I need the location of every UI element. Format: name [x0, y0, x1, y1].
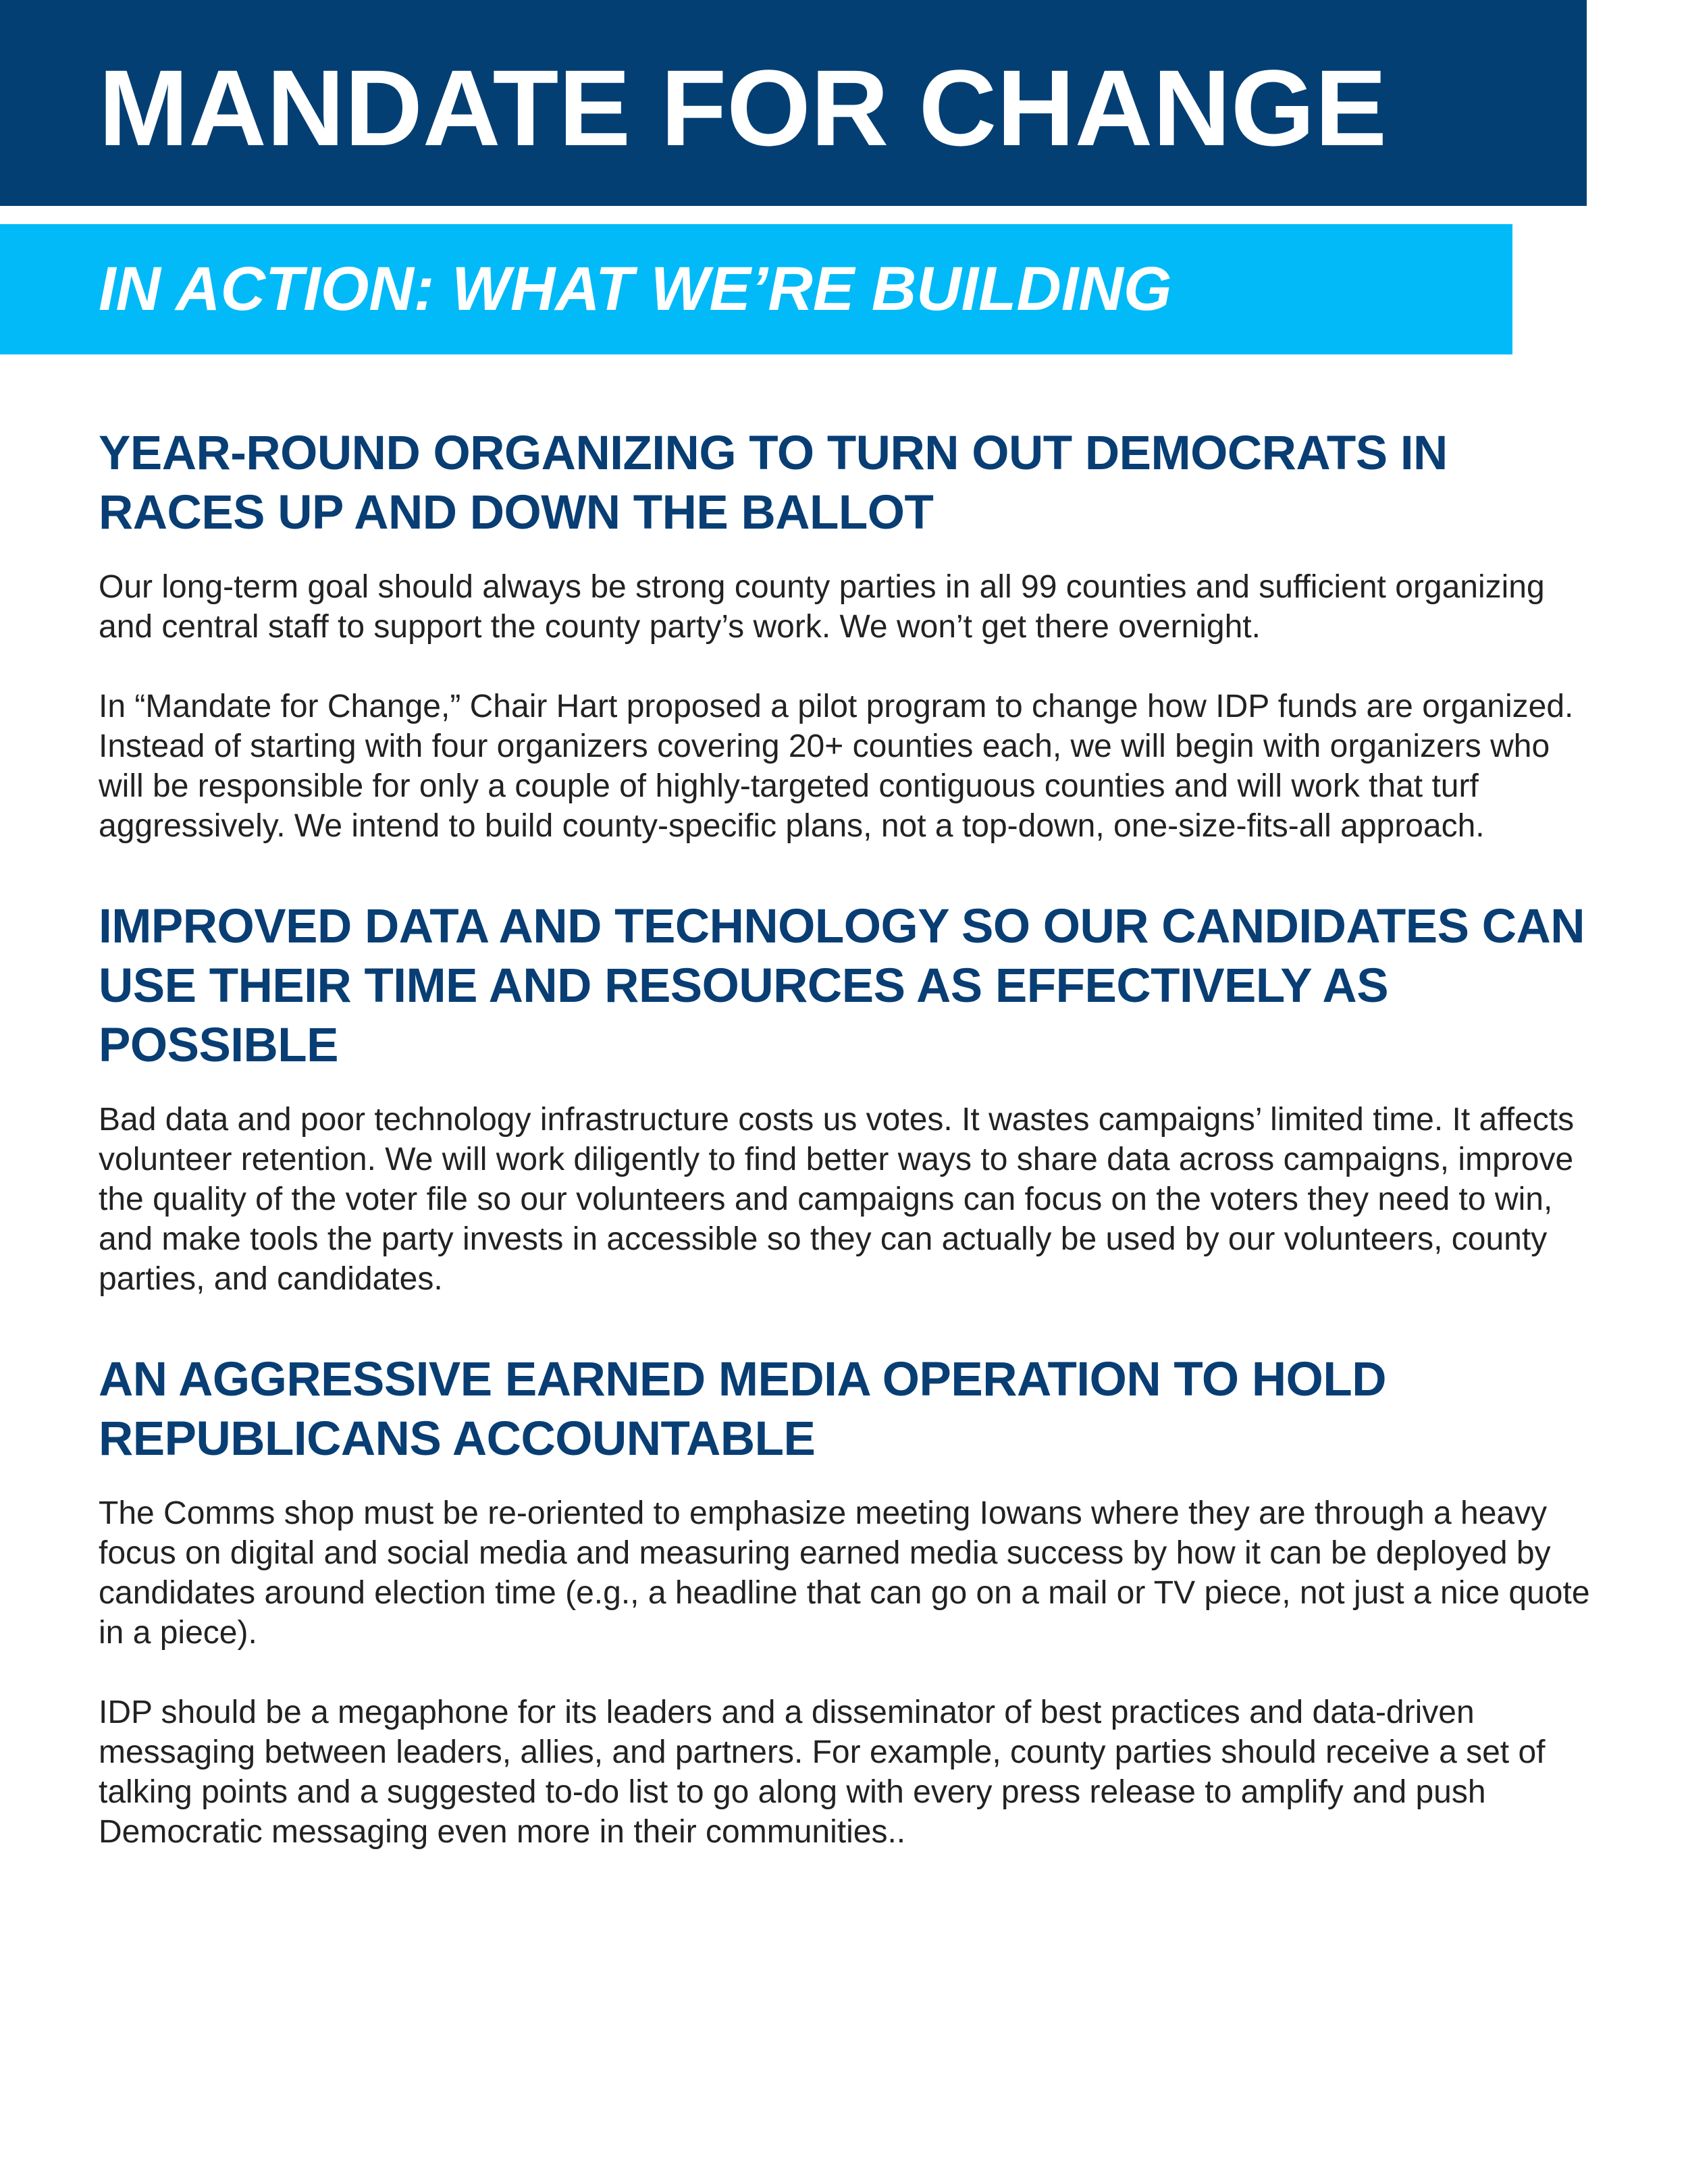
section-paragraph: The Comms shop must be re-oriented to emphasize meeting Iowans where they are through a heavy focus on digital and social media and measuring earned media success by how it can be deployed by candidates around election time (e.g., a headline that can go on a mail or TV piece, not just a nice quote in a piece).: [99, 1495, 1590, 1651]
main-content: [99, 424, 1598, 1852]
section-heading-data-technology: IMPROVED DATA AND TECHNOLOGY SO OUR CANDIDATES CAN USE THEIR TIME AND RESOURCES AS EFFECTIVELY AS POSSIBLE: [99, 900, 1585, 1072]
section-paragraph: In “Mandate for Change,” Chair Hart proposed a pilot program to change how IDP funds are organized. Instead of starting with four organizers covering 20+ counties each, we will begin with organizers who will be responsible for only a couple of highly-targeted contiguous counties and will work that turf aggressively. We intend to build county-specific plans, not a top-down, one-size-fits-all approach.: [99, 689, 1574, 844]
subtitle-band: [0, 224, 1512, 354]
section-paragraph: IDP should be a megaphone for its leaders and a disseminator of best practices and data-driven messaging between leaders, allies, and partners. For example, county parties should receive a set of talking points and a suggested to-do list to go along with every press release to amplify and push Democratic messaging even more in their communities..: [99, 1695, 1546, 1850]
section-paragraph: Bad data and poor technology infrastructure costs us votes. It wastes campaigns’ limited time. It affects volunteer retention. We will work diligently to find better ways to share data across campaigns, improve the quality of the voter file so our volunteers and campaigns can focus on the voters they need to win, and make tools the party invests in accessible so they can actually be used by our volunteers, county parties, and candidates.: [99, 1102, 1575, 1297]
page-subtitle: IN ACTION: WHAT WE’RE BUILDING: [99, 255, 1172, 323]
title-band: [0, 0, 1587, 206]
section-heading-earned-media: AN AGGRESSIVE EARNED MEDIA OPERATION TO HOLD REPUBLICANS ACCOUNTABLE: [99, 1353, 1386, 1466]
section-paragraph: Our long-term goal should always be strong county parties in all 99 counties and sufficient organizing and central staff to support the county party’s work. We won’t get there overnight.: [99, 569, 1545, 645]
page-title: MANDATE FOR CHANGE: [99, 47, 1388, 168]
section-heading-organizing: YEAR-ROUND ORGANIZING TO TURN OUT DEMOCRATS IN RACES UP AND DOWN THE BALLOT: [99, 427, 1448, 539]
